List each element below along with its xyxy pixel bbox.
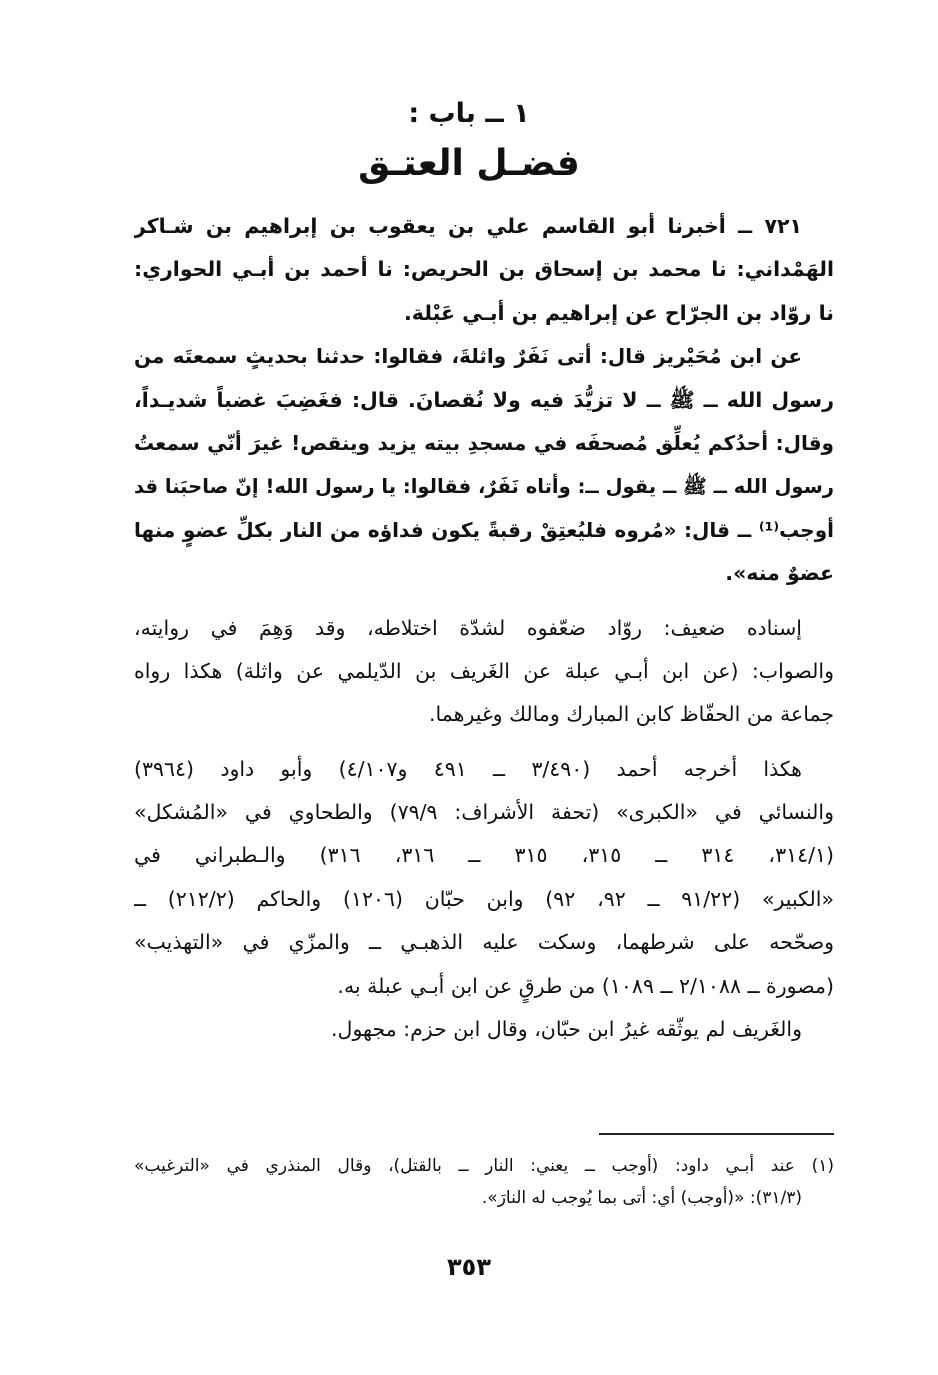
text-line: إسناده ضعيف: روّاد ضعّفوه لشدّة اختلاطه، وقد وَهِمَ في روايته، — [134, 615, 802, 640]
text-line: رسول الله ــ ﷺ ــ يقول ــ: وأتاه نَفَرٌ، فقالوا: يا رسول الله! إنّ صاحبَنا قد — [134, 475, 834, 499]
text-line: ٧٢١ ــ أخبرنا أبو القاسم علي بن يعقوب بن إبراهيم بن شـاكر — [134, 214, 802, 238]
hadith-chain-paragraph — [134, 205, 834, 335]
text-line: عن ابن مُحَيْريز قال: أتى نَفَرٌ واثلةَ، فقالوا: حدثنا بحديثٍ سمعتَه من — [134, 344, 802, 369]
footnote-line: (٣١/٣): «(أوجب) أي: أتى بما يُوجب له النارَ». — [481, 1188, 802, 1208]
text-line: عضوٌ منه». — [725, 561, 834, 586]
text-line: والصواب: (عن ابن أبـي عبلة عن الغَريف بن الدّيلمي عن واثلة) هكذا رواه — [134, 658, 834, 683]
main-text — [134, 205, 834, 1051]
text-line: والنسائي في «الكبرى» (تحفة الأشراف: ٧٩/٩) والطحاوي في «المُشكل» — [134, 800, 834, 825]
takhrij-paragraph — [134, 748, 834, 1008]
text-line: الهَمْداني: نا محمد بن إسحاق بن الحريص: نا أحمد بن أبـي الحواري: — [134, 257, 834, 282]
text-line: نا روّاد بن الجرّاح عن إبراهيم بن أبـي عَبْلة. — [404, 300, 834, 325]
narrator-note-paragraph — [134, 1008, 834, 1051]
grading-paragraph — [134, 607, 834, 737]
footnote-divider — [599, 1133, 834, 1135]
text-line: جماعة من الحفّاظ كابن المبارك ومالك وغيرهما. — [429, 702, 834, 727]
text-line: (٣١٤/١، ٣١٤ ــ ٣١٥، ٣١٥ ــ ٣١٦، ٣١٦) والـطبراني في — [134, 843, 834, 868]
footnotes — [134, 1150, 834, 1214]
text-line: هكذا أخرجه أحمد (٣/٤٩٠ ــ ٤٩١ و٤/١٠٧) وأبو داود (٣٩٦٤) — [134, 756, 802, 781]
text-line: والغَريف لم يوثّقه غيرُ ابن حبّان، وقال ابن حزم: مجهول. — [331, 1017, 802, 1042]
footnote-line: (١) عند أبـي داود: (أوجب ــ يعني: النار ــ بالقتل)، وقال المنذري في «الترغيب» — [134, 1156, 834, 1176]
text-line: أوجب⁽¹⁾ ــ قال: «مُروه فليُعتِقْ رقبةً يكون فداؤه من النار بكلِّ عضوٍ منها — [134, 517, 834, 542]
text-line: رسول الله ــ ﷺ ــ لا تزيُّدَ فيه ولا نُقصانَ. قال: فغَضِبَ غضباً شديـداً، — [134, 387, 834, 412]
text-line: وقال: أحدُكم يُعلِّق مُصحفَه في مسجدِ بيته يزيد وينقص! غيرَ أنّي سمعتُ — [134, 430, 834, 455]
hadith-text-paragraph — [134, 335, 834, 595]
page-title: فضـل العتـق — [358, 143, 580, 184]
text-line: (مصورة ــ ٢/١٠٨٨ ــ ١٠٨٩) من طرقٍ عن ابن أبـي عبلة به. — [337, 973, 834, 998]
chapter-heading: ١ ــ باب : — [408, 98, 530, 129]
text-line: «الكبير» (٩١/٢٢ ــ ٩٢، ٩٢) وابن حبّان (١٢٠٦) والحاكم (٢١٢/٢) ــ — [134, 886, 834, 911]
text-line: وصحّحه على شرطهما، وسكت عليه الذهبـي ــ والمزّي في «التهذيب» — [134, 930, 834, 955]
page-number: ٣٥٣ — [447, 1253, 491, 1281]
